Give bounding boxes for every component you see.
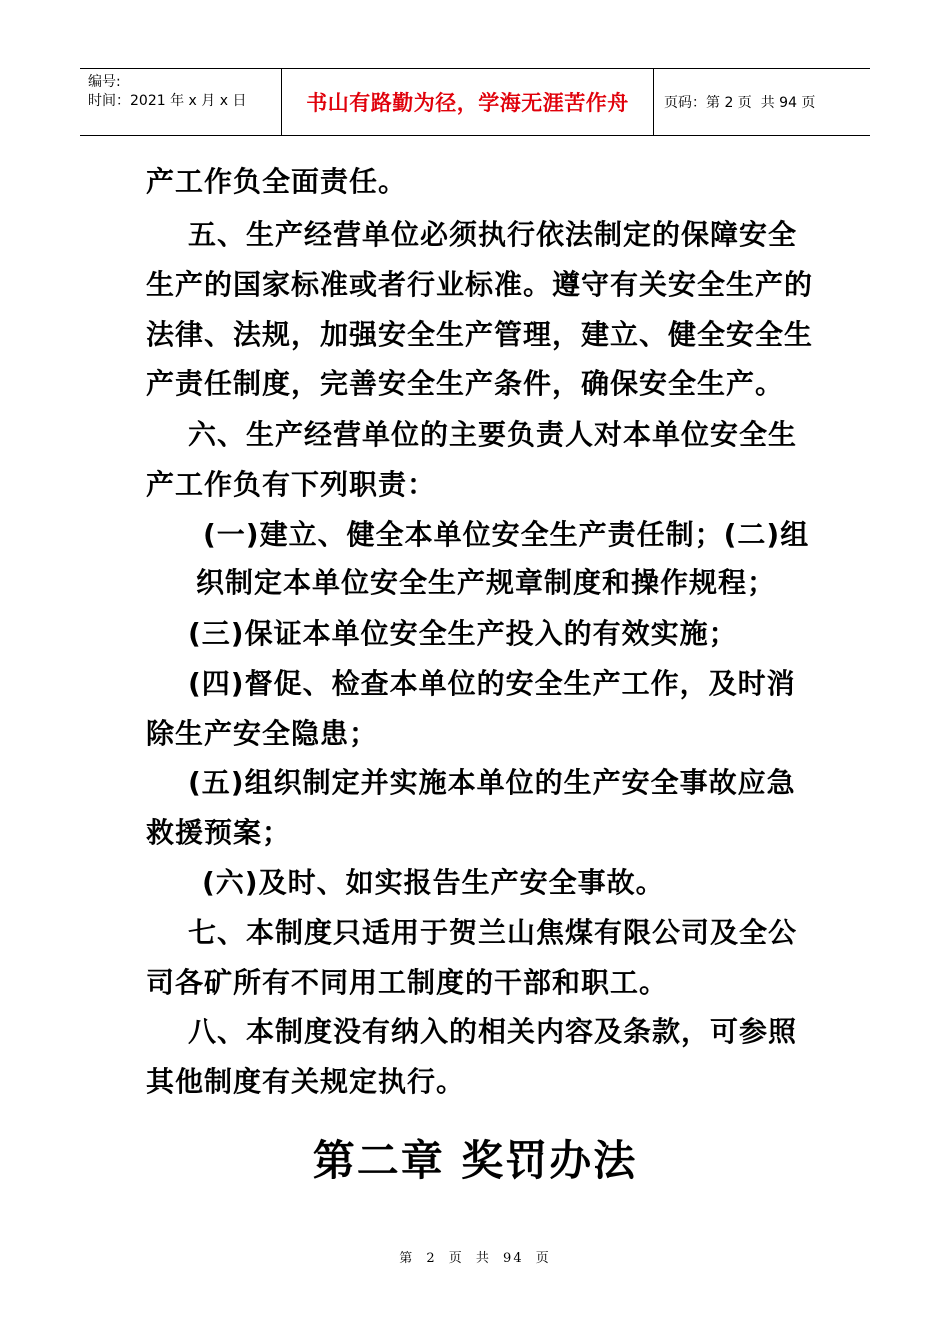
page-footer: 第 2 页 共 94 页 [399,1251,551,1266]
body-line: (一)建立、健全本单位安全生产责任制；(二)组 [203,518,810,551]
body-line: 产工作负全面责任。 [146,165,408,198]
document-time-label: 时间：2021 年 x 月 x 日 [88,93,247,109]
body-line: 除生产安全隐患； [146,717,379,750]
body-line: 其他制度有关规定执行。 [146,1065,466,1098]
body-line: 生产的国家标准或者行业标准。遵守有关安全生产的 [146,268,814,301]
header-meta [80,69,282,135]
body-line: 八、本制度没有纳入的相关内容及条款，可参照 [188,1015,798,1048]
chapter-title: 第二章 奖罚办法 [312,1136,638,1185]
body-line: 救援预案； [146,816,292,849]
body-line: (五)组织制定并实施本单位的生产安全事故应急 [188,766,796,799]
body-line: 七、本制度只适用于贺兰山焦煤有限公司及全公 [188,916,798,949]
body-line: 产工作负有下列职责： [146,468,437,501]
body-line: 织制定本单位安全生产规章制度和操作规程； [196,566,777,599]
body-line: 司各矿所有不同用工制度的干部和职工。 [146,966,669,999]
body-line: 产责任制度，完善安全生产条件，确保安全生产。 [146,367,785,400]
body-line: 五、生产经营单位必须执行依法制定的保障安全 [188,218,798,251]
body-line: 六、生产经营单位的主要负责人对本单位安全生 [188,418,798,451]
page-header [80,68,870,136]
header-page-info [654,69,870,135]
header-motto: 书山有路勤为径，学海无涯苦作舟 [282,69,654,135]
body-line: 法律、法规，加强安全生产管理，建立、健全安全生 [146,318,814,351]
document-number-label: 编号: [88,74,121,90]
body-line: (六)及时、如实报告生产安全事故。 [202,866,665,899]
body-line: (三)保证本单位安全生产投入的有效实施； [188,617,738,650]
body-line: (四)督促、检查本单位的安全生产工作，及时消 [188,667,796,700]
header-page-info-text: 页码：第 2 页 共 94 页 [664,95,816,111]
